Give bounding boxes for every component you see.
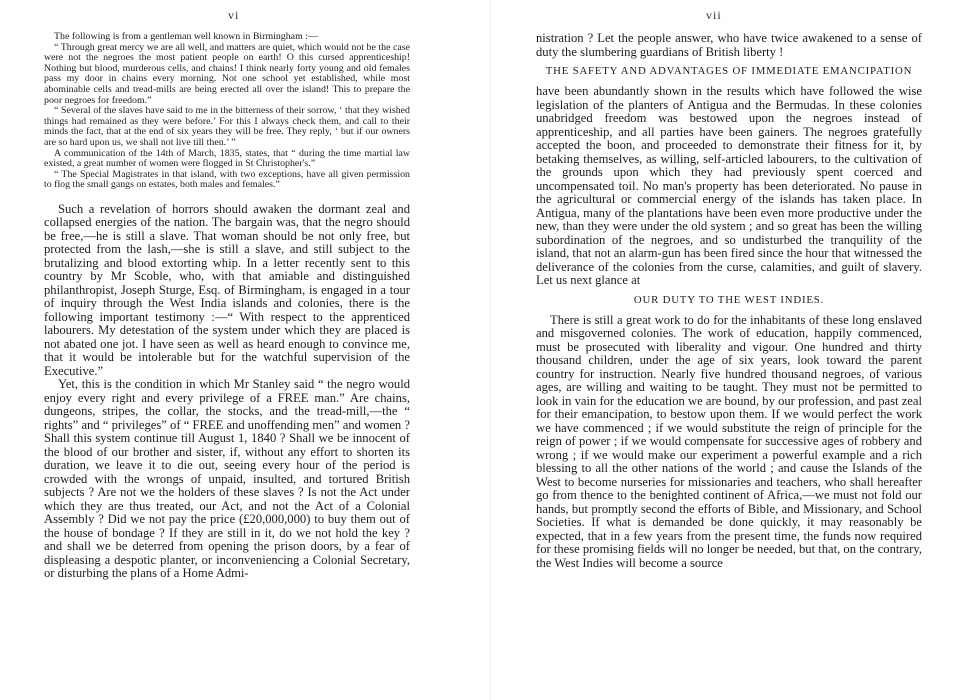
right-page	[510, 0, 980, 700]
quote-paragraph: A communication of the 14th of March, 1835, states, that “ during the time martial law existed, a great number of women were flogged in St Christopher's.”	[44, 147, 410, 170]
section-heading: OUR DUTY TO THE WEST INDIES.	[633, 293, 825, 306]
main-text-block	[44, 203, 410, 581]
page-number: vi	[228, 8, 240, 22]
body-paragraph: Yet, this is the condition in which Mr Stanley said “ the negro would enjoy every right and every privilege of a FREE man.” Are chains, dungeons, stripes, the collar, the stocks, and the tread-mill,—the “ rights” and “ privileges” of “ FREE and unoffending men” and women ? Shall this system continue till August 1, 1840 ? Shall we be innocent of the blood of our brother and sister, if, without any effort to shorten its duration, we leave it to die out, seeing every hour of the period is crowded with the wrongs of unpaid, insulted, and tortured British subjects ? Are not we the holders of these slaves ? Is not the Act under which they are thus treated, our Act, and not the Act of a Colonial Assembly ? Did we not pay the price (£20,000,000) to buy them out of the house of bondage ? If they are still in it, do we not hold the key ? and shall we be deterred from opening the prison doors, by a fear of displeasing a despotic planter, or inconveniencing a Colonial Secretary, or disturbing the plans of a Home Admi-	[44, 377, 410, 581]
quote-paragraph: “ Through great mercy we are all well, and matters are quiet, which would not be the case were not the negroes the most patient people on earth! O this cursed apprenticeship! Nothing but blood, murderous cells, and chains! I think nearly forty young and old females pass my door in chains every morning. Not one school yet established, while most abominable cells and tread-mills are being erected all over the island! This to prepare the poor negroes for freedom.”	[44, 41, 410, 106]
left-page-body	[44, 32, 410, 581]
quoted-letter-block	[44, 32, 410, 191]
body-paragraph: Such a revelation of horrors should awaken the dormant zeal and collapsed energies of the nation. The bargain was, that the negro should be free,—he is still a slave. That woman should be not only free, but protected from the lash,—she is still a slave, and still subject to the brutalizing and blood extorting whip. In a letter recently sent to this country by Mr Scoble, who, with that amiable and distinguished philanthropist, Joseph Sturge, Esq. of Birmingham, is engaged in a tour of inquiry through the West India islands and colonies, there is the following important testimony :—“ With respect to the apprenticed labourers. My detestation of the system under which they are placed is not abated one jot. I have seen as well as heard enough to convince me, that it would be intolerable but for the watchful supervision of the Executive.”	[44, 201, 410, 378]
quote-paragraph: “ Several of the slaves have said to me in the bitterness of their sorrow, ‘ that they wished things had remained as they were before.’ For this I always check them, and call to their minds the fact, that at the end of six years they will be free. They reply, ‘ but if our owners are so hard upon us, we shall not live till then.’ ”	[44, 105, 410, 148]
body-paragraph: There is still a great work to do for the inhabitants of these long enslaved and misgoverned colonies. The work of education, happily commenced, must be prosecuted with liberality and vigour. One hundred and thirty thousand children, under the age of six years, look toward the parent country for instruction. Nearly five hundred thousand negroes, of various ages, are willing and waiting to be taught. They must not be permitted to look in vain for the education we are bound, by our profession, and past zeal for their emancipation, to bestow upon them. If we would perfect the work we have commenced ; if we would substitute the reign of principle for the reign of power ; if we would compensate for successive ages of robbery and wrong ; if we would make our experiment a powerful example and a rich blessing to all the other nations of the world ; and cause the Islands of the West to become nurseries for missionaries and teachers, who shall hereafter go from thence to the benighted continent of Africa,—we must not fold our hands, but promptly second the efforts of Bible, and Missionary, and School Societies. If what is demanded be done quickly, it may reasonably be expected, that in a few years from the present time, the funds now required for these promising fields will no longer be needed, but that, on the contrary, the West Indies will become a source	[536, 312, 922, 570]
body-paragraph: nistration ? Let the people answer, who have twice awakened to a sense of duty the slumbering guardians of British liberty !	[536, 31, 922, 59]
quote-paragraph: “ The Special Magistrates in that island, with two exceptions, have all given permission to flog the small gangs on estates, both males and females.”	[44, 168, 410, 191]
book-gutter	[490, 0, 491, 700]
body-paragraph: have been abundantly shown in the results which have followed the wise legislation of the planters of Antigua and the Bermudas. In these colonies unabridged freedom was bestowed upon the negroes instead of apprenticeship, and all parties have been gainers. The negroes gratefully accepted the boon, and proceeded to demonstrate their fitness for it, by betaking themselves, as willing, self-articled labourers, to the cultivation of the grounds upon which they had previously spent coerced and uncompensated toil. No man's property has been deteriorated. No pause in the agricultural or commercial energy of the islands has taken place. In Antigua, many of the plantations have been even more productive under the new, than they were under the old system ; and so great has been the willing subordination of the negroes, and so undisturbed the tranquility of the island, that not an alarm-gun has been fired since the hour that witnessed the deliverance of the colonies from the curse, calamities, and guilt of slavery. Let us next glance at	[536, 84, 922, 287]
quote-paragraph: The following is from a gentleman well known in Birmingham :—	[54, 31, 318, 42]
right-page-body	[536, 32, 922, 570]
page-number: vii	[706, 8, 722, 22]
left-page	[0, 0, 480, 700]
section-heading: THE SAFETY AND ADVANTAGES OF IMMEDIATE EMANCIPATION	[545, 65, 913, 77]
